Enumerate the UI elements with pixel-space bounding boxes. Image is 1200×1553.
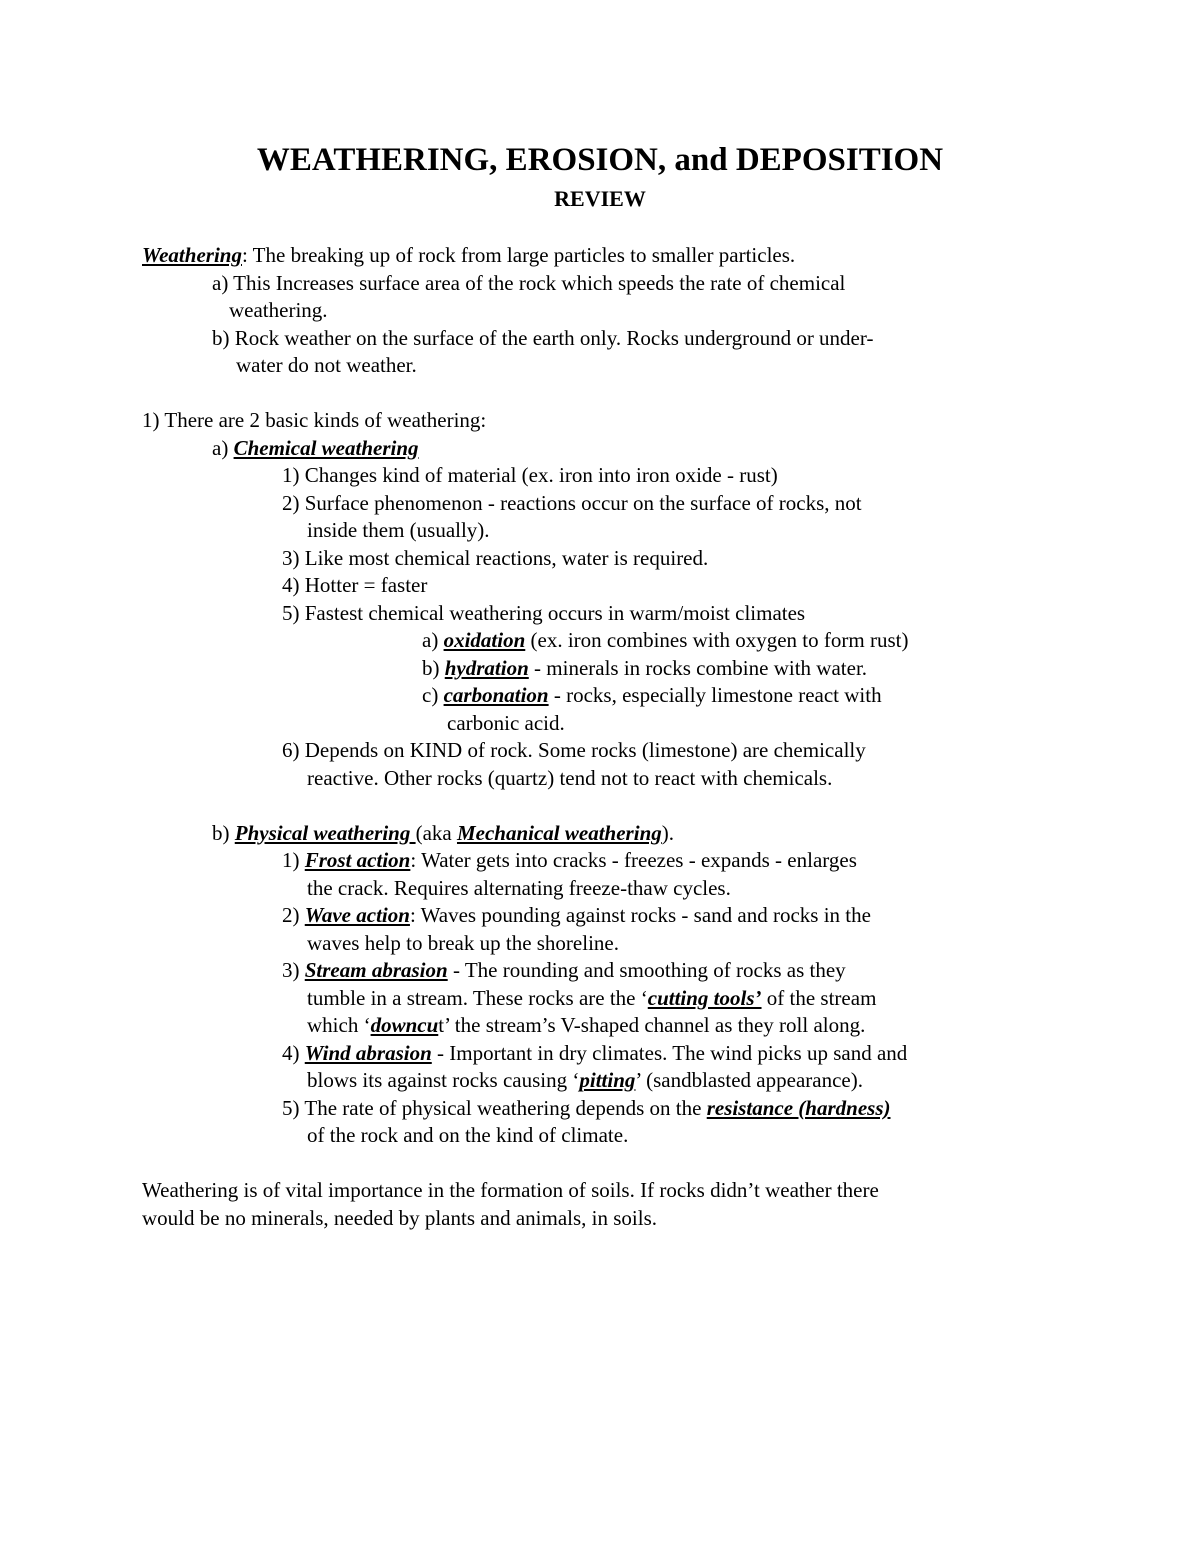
item-text: : Waves pounding against rocks - sand and rocks in the (409, 903, 871, 927)
list-marker: a) (212, 435, 234, 460)
document-body (142, 242, 1012, 1232)
chem-item-6-cont: reactive. Other rocks (quartz) tend not to react with chemicals. (307, 765, 833, 790)
item-text: 5) The rate of physical weathering depends on the (282, 1095, 707, 1120)
key-term: Frost action (304, 848, 411, 872)
closing-paragraph-line-2: would be no minerals, needed by plants and animals, in soils. (142, 1205, 657, 1230)
key-term: downcu (370, 1013, 439, 1037)
item-text: - The rounding and smoothing of rocks as they (447, 958, 846, 982)
physical-weathering-heading (142, 820, 1012, 848)
key-term: Wave action (304, 903, 410, 927)
key-term: pitting (579, 1068, 636, 1092)
key-term: Stream abrasion (304, 958, 448, 982)
key-term: carbonation (443, 683, 549, 707)
list-marker: 3) (282, 958, 305, 982)
item-text: tumble in a stream. These rocks are the ‘ (307, 985, 648, 1010)
page-subtitle: REVIEW (554, 186, 646, 211)
definition-text: : The breaking up of rock from large particles to smaller particles. (241, 243, 796, 267)
list-marker: b) (212, 820, 235, 845)
closing-paragraph-line-1: Weathering is of vital importance in the formation of soils. If rocks didn’t weather there (142, 1178, 879, 1202)
key-term: hydration (444, 655, 529, 680)
list-marker: a) (422, 628, 444, 652)
key-term: cutting tools’ (647, 985, 762, 1010)
chem-item-3: 3) Like most chemical reactions, water is required. (282, 545, 709, 570)
list-marker: b) (422, 655, 445, 680)
item-text: which ‘ (307, 1013, 371, 1037)
item-text: - minerals in rocks combine with water. (528, 655, 868, 680)
item-text: ’ (sandblasted appearance). (635, 1068, 863, 1092)
key-term: resistance (hardness) (706, 1095, 891, 1120)
chemical-weathering-heading (142, 435, 1012, 463)
phys-item-5-cont: of the rock and on the kind of climate. (307, 1123, 629, 1147)
item-text: (aka (415, 820, 457, 845)
chem-subitem-hydration (142, 655, 1012, 683)
phys-item-3 (142, 957, 1012, 985)
chem-item-2: 2) Surface phenomenon - reactions occur on the surface of rocks, not (282, 490, 862, 515)
chem-subitem-oxidation (142, 627, 1012, 655)
chem-item-1: 1) Changes kind of material (ex. iron into iron oxide - rust) (282, 463, 778, 487)
item-text: - rocks, especially limestone react with (548, 683, 882, 707)
key-term: oxidation (443, 628, 526, 652)
phys-item-2-cont: waves help to break up the shoreline. (307, 930, 619, 955)
phys-item-5 (142, 1095, 1012, 1123)
phys-item-1-cont: the crack. Requires alternating freeze-thaw cycles. (307, 875, 731, 900)
weathering-definition (142, 242, 1012, 270)
list-marker: 1) (282, 848, 305, 872)
intro-point-a-cont: weathering. (229, 298, 328, 322)
item-text: blows its against rocks causing ‘ (307, 1068, 580, 1092)
item-text: - Important in dry climates. The wind picks up sand and (431, 1040, 908, 1065)
phys-item-4 (142, 1040, 1012, 1068)
intro-point-a: a) This Increases surface area of the rock which speeds the rate of chemical (212, 270, 846, 295)
key-term: Physical weathering (234, 820, 416, 845)
intro-point-b: b) Rock weather on the surface of the earth only. Rocks underground or under- (212, 325, 874, 350)
list-marker: c) (422, 683, 444, 707)
key-term: Mechanical weathering (456, 820, 662, 845)
item-text: (ex. iron combines with oxygen to form rust) (525, 628, 909, 652)
item-text: ). (661, 820, 674, 845)
key-term: Chemical weathering (233, 435, 419, 460)
key-term: Weathering (142, 243, 242, 267)
intro-point-b-cont: water do not weather. (236, 353, 417, 377)
chem-item-5: 5) Fastest chemical weathering occurs in warm/moist climates (282, 600, 806, 625)
chem-subitem-carbonation-cont: carbonic acid. (447, 710, 565, 735)
kinds-heading: 1) There are 2 basic kinds of weathering: (142, 408, 487, 432)
chem-item-2-cont: inside them (usually). (307, 518, 490, 542)
chem-item-6: 6) Depends on KIND of rock. Some rocks (limestone) are chemically (282, 738, 866, 762)
phys-item-3-cont (142, 985, 1012, 1013)
phys-item-2 (142, 902, 1012, 930)
list-marker: 2) (282, 903, 305, 927)
key-term: Wind abrasion (304, 1040, 432, 1065)
phys-item-1 (142, 847, 1012, 875)
chem-item-4: 4) Hotter = faster (282, 573, 428, 597)
phys-item-4-cont (142, 1067, 1012, 1095)
item-text: : Water gets into cracks - freezes - expands - enlarges (410, 848, 857, 872)
item-text: of the stream (761, 985, 877, 1010)
page-title: WEATHERING, EROSION, and DEPOSITION (256, 142, 944, 178)
item-text: t’ the stream’s V-shaped channel as they roll along. (438, 1013, 866, 1037)
chem-subitem-carbonation (142, 682, 1012, 710)
phys-item-3-cont2 (142, 1012, 1012, 1040)
list-marker: 4) (282, 1040, 305, 1065)
